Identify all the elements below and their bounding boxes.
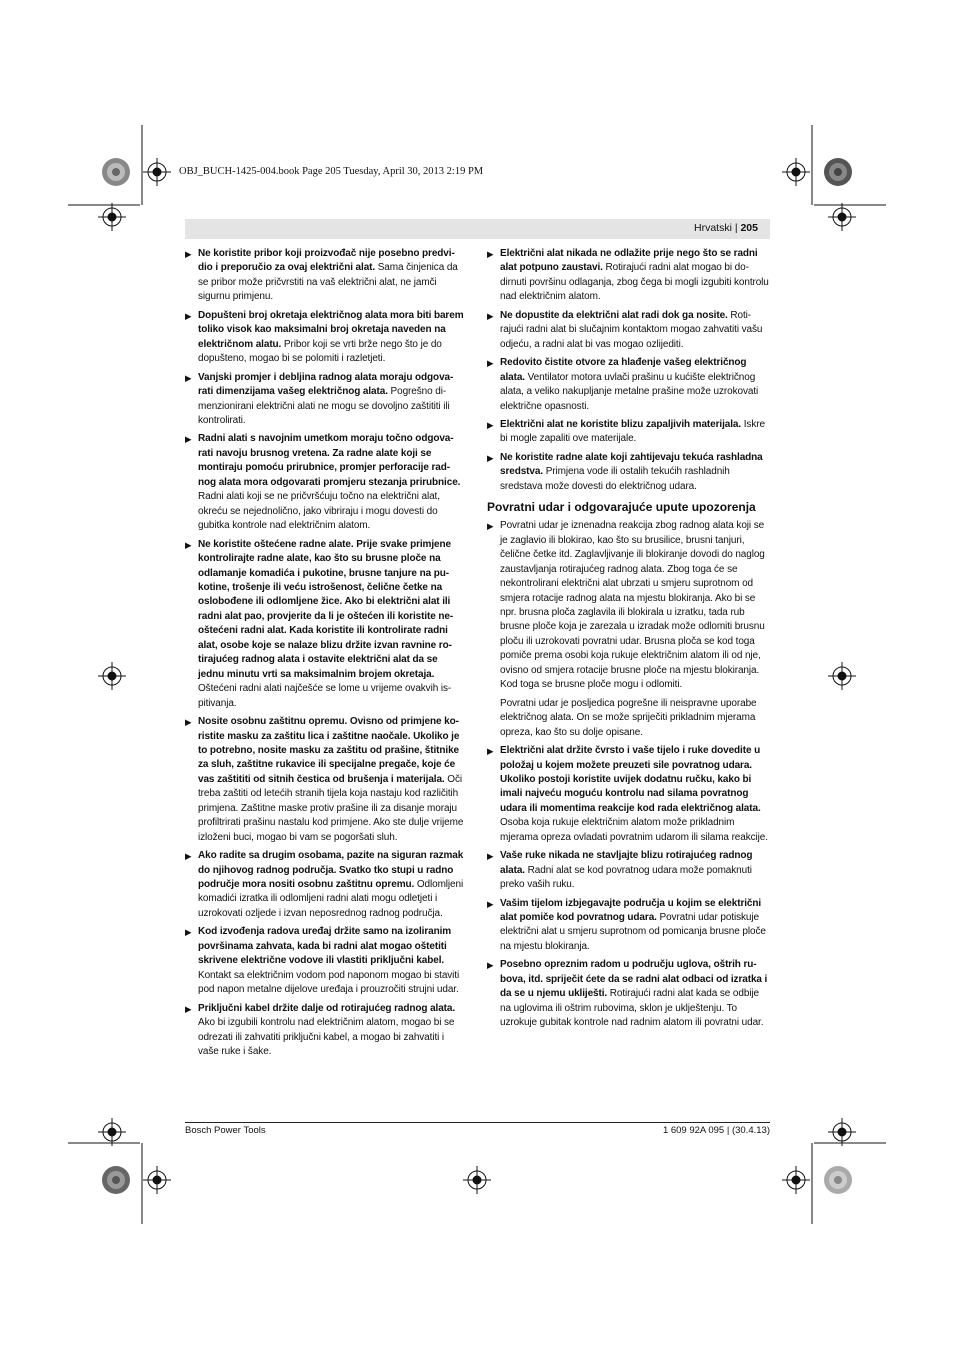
warning-item xyxy=(185,1002,464,1060)
warning-bold-text: Ne koristite oštećene radne alate. Prije svake primjene kontrolirajte radne alate, kao što su brusne ploče na odlamanje komadića i pukotine, brusne tanjure na pukotine, trošenje ili veću istrošenost, čelične četke na oslobođene ili odlomljene žice. Ako bi električni alat ili radni alat pao, provjerite da li je oštećen ili koristite neoštećeni radni alat. Kada koristite ili kontrolirate radni alat, osobe koje se nalaze blizu držite izvan ravnine rotirajućeg radnog alata i ostavite električni alat da se jednu minutu vrti sa maksimalnim brojem okretaja. xyxy=(198,538,454,680)
page-header xyxy=(185,219,770,239)
warning-bold-text: Električni alat držite čvrsto i vaše tijelo i ruke dovedite u položaj u kojem možete preuzeti sile povratnog udara. Ukoliko postoji koristite uvijek dodatnu ručku, kako bi imali najveću moguću kontrolu nad silama povratnog udara ili momentima reakcije kod rada električnog alata. xyxy=(500,745,761,814)
warning-body-text: Osoba koja rukuje električnim alatom može prikladnim mjerama opreza ovladati povratnim udarom ili silama reakcije. xyxy=(500,817,768,843)
section-intro-2: Povratni udar je posljedica pogrešne ili neispravne uporabe električnog alata. On se može spriječiti prikladnim mjerama opreza, kao što su dolje opisane. xyxy=(500,697,757,738)
registration-mark-icon xyxy=(828,1118,856,1146)
warning-body-text: Primjena vode ili ostalih tekućih rashladnih sredstava može dovesti do električnog udara. xyxy=(500,466,730,492)
footer-rule xyxy=(185,1122,770,1123)
warning-body-text: Rotirajući radni alat bi slučajnim kontaktom mogao zahvatiti vašu odjeću, a radni alat bi vas mogao ozlijediti. xyxy=(500,309,763,350)
registration-mark-icon xyxy=(782,1166,810,1194)
warning-bold-text: Vašim tijelom izbjegavajte područja u kojim se električni alat pomiče kod povratnog udara. xyxy=(500,897,762,924)
warning-item xyxy=(185,925,464,997)
warning-item xyxy=(487,849,770,892)
warning-bold-text: Ne koristite pribor koji proizvođač nije posebno predvidio i preporučio za ovaj električni alat. xyxy=(198,248,455,274)
color-target-icon xyxy=(824,158,852,186)
warning-bold-text: Električni alat nikada ne odlažite prije nego što se radni alat potpuno zaustavi. xyxy=(500,248,758,274)
warning-body-text: Ako bi izgubili kontrolu nad električnim alatom, mogao bi se odrezati ili zahvatiti priključni kabel, a mogao bi zahvatiti i vaše ruke i šake. xyxy=(198,1017,455,1058)
warning-bold-text: Priključni kabel držite dalje od rotirajućeg radnog alata. xyxy=(198,1002,456,1014)
right-column xyxy=(487,247,770,1035)
triangle-bullet-icon: ▶ xyxy=(185,249,192,259)
warning-body-text: Rotirajući radni alat mogao bi dodirnuti površinu odlaganja, zbog čega bi mogli izgubiti kontrolu nad električnim alatom. xyxy=(500,262,769,303)
triangle-bullet-icon: ▶ xyxy=(185,372,192,383)
warning-body-text: Oštećeni radni alati najčešće se lome u vrijeme ovakvih ispitivanja. xyxy=(198,683,452,709)
warning-bold-text: Posebno opreznim radom u području uglova, oštrih rubova, itd. spriječit ćete da se radni alat odbaci od izratka i da se u njemu ukliješti. xyxy=(500,959,768,1000)
registration-mark-icon xyxy=(98,203,126,231)
page-number: 205 xyxy=(740,222,758,234)
warning-bold-text: Radni alati s navojnim umetkom moraju točno odgovarati navoju brusnog vretena. Za radne alate koji se montiraju pomoću prirubnice, promjer perforacije radnog alata mora odgovarati promjeru stezanja prirubnice. xyxy=(198,433,461,488)
warning-item xyxy=(487,309,770,352)
triangle-bullet-icon: ▶ xyxy=(487,358,494,369)
warning-bold-text: Ne koristite radne alate koji zahtijevaju tekuća rashladna sredstva. xyxy=(500,451,763,478)
left-column xyxy=(185,247,464,1063)
triangle-bullet-icon: ▶ xyxy=(185,851,192,862)
warning-body-text: Ventilator motora uvlači prašinu u kućište električnog alata, a veliko nakupljanje metalne prašine može uzrokovati električne opasnosti. xyxy=(500,371,759,412)
warning-item xyxy=(185,432,464,533)
warning-item xyxy=(185,247,464,305)
warning-body-text: Rotirajući radni alat kada se odbije na uglovima ili oštrim rubovima, sklon je uklještenju. To uzrokuje gubitak kontrole nad radnim alatom ili povratni udar. xyxy=(500,988,764,1029)
warning-body-text: Radni alati koji se ne pričvršćuju točno na električni alat, okreću se nejednolično, jako vibriraju i mogu dovesti do gubitka kontrole nad električnim alatom. xyxy=(198,491,440,532)
print-slug: OBJ_BUCH-1425-004.book Page 205 Tuesday, April 30, 2013 2:19 PM xyxy=(179,166,484,177)
color-target-icon xyxy=(102,158,130,186)
warning-item xyxy=(185,371,464,429)
color-target-icon xyxy=(824,1166,852,1194)
header-text: Hrvatski | 205 xyxy=(693,222,758,234)
triangle-bullet-icon: ▶ xyxy=(487,249,494,259)
warning-bold-text: Ne dopustite da električni alat radi dok ga nosite. xyxy=(500,309,728,321)
warning-body-text: Odlomljeni komadići izratka ili odlomljeni radni alati mogu odletjeti i uzrokovati ozljede i izvan neposrednog radnog područja. xyxy=(198,879,464,919)
registration-mark-icon xyxy=(98,662,126,690)
registration-mark-icon xyxy=(828,662,856,690)
right-column-items xyxy=(487,247,770,494)
warning-body-text: Oči treba zaštiti od letećih stranih tijela koja nastaju kod različitih primjena. Zaštitne maske protiv prašine ili za disanje moraju profiltrirati prašinu nastalu kod primjene. Ako ste dulje vrijeme izloženi buci, mogao bi vam se pogoršati sluh. xyxy=(198,773,464,843)
warning-bold-text: Nosite osobnu zaštitnu opremu. Ovisno od primjene koristite masku za zaštitu lica i zaštitne naočale. Ukoliko je to potrebno, nosite masku za zaštitu od prašine, štitnike za sluh, zaštitne rukavice ili specijalne pregače, koje će vas zaštititi od sitnih čestica od brušenja i materijala. xyxy=(198,716,460,785)
warning-item xyxy=(185,309,464,367)
triangle-bullet-icon: ▶ xyxy=(487,746,494,757)
triangle-bullet-icon: ▶ xyxy=(185,927,192,938)
registration-mark-icon xyxy=(143,158,171,186)
triangle-bullet-icon: ▶ xyxy=(487,960,494,971)
warning-item xyxy=(487,247,770,305)
triangle-bullet-icon: ▶ xyxy=(487,452,494,463)
triangle-bullet-icon: ▶ xyxy=(185,310,192,321)
warning-item xyxy=(487,356,770,414)
warning-body-text: Kontakt sa električnim vodom pod naponom mogao bi staviti pod napon metalne dijelove uređaja i prouzročiti strujni udar. xyxy=(198,969,460,996)
registration-mark-icon xyxy=(828,203,856,231)
color-target-icon xyxy=(102,1166,130,1194)
warning-item xyxy=(185,538,464,711)
section-items xyxy=(487,744,770,1031)
warning-item xyxy=(185,849,464,921)
warning-item xyxy=(185,715,464,845)
warning-item xyxy=(487,958,770,1030)
triangle-bullet-icon: ▶ xyxy=(185,434,192,445)
language-label: Hrvatski xyxy=(693,222,732,234)
registration-mark-icon xyxy=(463,1166,491,1194)
footer-doc-code: 1 609 92A 095 | (30.4.13) xyxy=(662,1125,770,1136)
triangle-bullet-icon: ▶ xyxy=(185,539,192,550)
triangle-bullet-icon: ▶ xyxy=(487,419,494,430)
registration-mark-icon xyxy=(143,1166,171,1194)
warning-bold-text: Kod izvođenja radova uređaj držite samo na izoliranim površinama zahvata, kada bi radni alat mogao oštetiti skrivene električne vodove ili vlastiti priključni kabel. xyxy=(198,926,452,967)
warning-bold-text: Vanjski promjer i debljina radnog alata moraju odgovarati dimenzijama vašeg električnog alata. xyxy=(198,371,454,398)
warning-body-text: Pribor koji se vrti brže nego što je do dopušteno, mogao bi se polomiti i razletjeti. xyxy=(198,338,442,365)
warning-body-text: Radni alat se kod povratnog udara može pomaknuti preko vaših ruku. xyxy=(500,864,752,891)
footer-brand: Bosch Power Tools xyxy=(185,1125,266,1136)
warning-body-text: Pogrešno dimenzionirani električni alati ne mogu se dovoljno zaštititi ili kontrolirati. xyxy=(198,386,450,426)
registration-mark-icon xyxy=(98,1118,126,1146)
section-title: Povratni udar i odgovarajuće upute upozorenja xyxy=(487,500,756,515)
triangle-bullet-icon: ▶ xyxy=(487,898,494,909)
triangle-bullet-icon: ▶ xyxy=(185,717,192,728)
warning-bold-text: Ako radite sa drugim osobama, pazite na siguran razmak do njihovog radnog područja. Svatko tko stupi u radno područje mora nositi osobnu zaštitnu opremu. xyxy=(198,850,464,891)
triangle-bullet-icon: ▶ xyxy=(487,851,494,862)
triangle-bullet-icon: ▶ xyxy=(487,521,494,532)
warning-bold-text: Vaše ruke nikada ne stavljajte blizu rotirajućeg radnog alata. xyxy=(500,850,753,876)
warning-item xyxy=(487,744,770,845)
triangle-bullet-icon: ▶ xyxy=(185,1003,192,1014)
warning-body-text: Povratni udar potiskuje električni alat u smjeru suprotnom od pomicanja brusne ploče na mjestu blokiranja. xyxy=(500,912,766,952)
warning-item xyxy=(487,897,770,955)
warning-body-text: Sama činjenica da se pribor može pričvrstiti na vaš električni alat, ne jamči sigurnu primjenu. xyxy=(198,262,458,303)
triangle-bullet-icon: ▶ xyxy=(487,310,494,321)
warning-bold-text: Dopušteni broj okretaja električnog alata mora biti barem toliko visok kao maksimalni broj okretaja naveden na električnom alatu. xyxy=(198,309,464,350)
section-intro: ▶ Povratni udar je iznenadna reakcija zbog radnog alata koji se je zaglavio ili blokirao, kao što su brusilice, brusni tanjuri, čelične četke itd. Zaglavljivanje ili blokiranje dovodi do naglog zaustavljanja rotirajućeg radnog alata. Zbog toga će se nekontrolirani električni alat ubrzati u smjeru suprotnom od smjera rotacije radnog alata na mjestu blokiranja. Ako bi se npr. brusna ploča zaglavila ili blokirala u izratku, tada rub brusne ploče koja je zarezala u izradak može odlomiti brusnu ploču ili uzrokovati povratni udar. Brusna ploča se kod toga pomiče prema osobi koja rukuje električnim alatom ili od nje, ovisno od smjera rotacije brusne ploče na mjestu blokiranja. Kod toga se brusne ploče mogu i odlomiti. xyxy=(487,520,765,691)
registration-mark-icon xyxy=(782,158,810,186)
warning-bold-text: Električni alat ne koristite blizu zapaljivih materijala. xyxy=(500,418,742,430)
warning-bold-text: Redovito čistite otvore za hlađenje vašeg električnog alata. xyxy=(500,357,747,383)
warning-item xyxy=(487,451,770,494)
warning-item xyxy=(487,418,770,447)
warning-body-text: Iskre bi mogle zapaliti ove materijale. xyxy=(500,418,765,445)
